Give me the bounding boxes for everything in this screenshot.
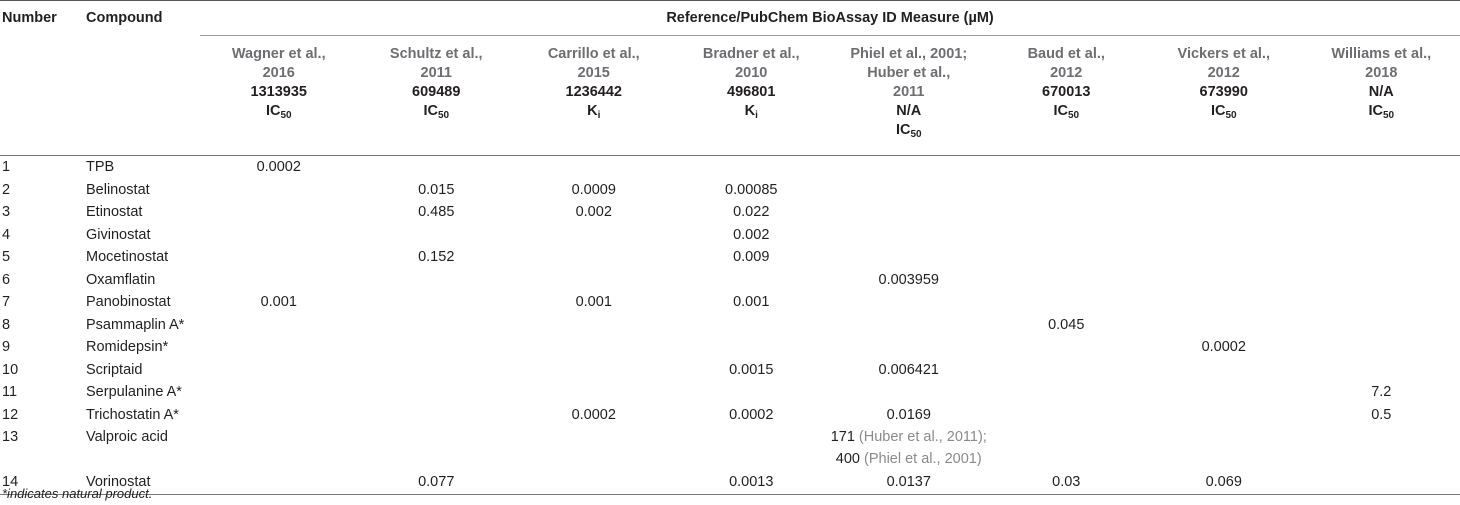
value-cell bbox=[1303, 336, 1460, 359]
value-cell bbox=[830, 246, 988, 269]
reference-header-cell bbox=[830, 36, 988, 156]
value-cell bbox=[1145, 291, 1303, 314]
value-cell bbox=[673, 381, 831, 404]
table-row bbox=[0, 381, 1460, 404]
value-cell bbox=[1145, 426, 1303, 471]
value-cell bbox=[1303, 314, 1460, 337]
measure-type bbox=[201, 102, 357, 121]
measure-subscript: 50 bbox=[437, 110, 450, 121]
reference-citation bbox=[1304, 45, 1460, 83]
bioassay-id: N/A bbox=[896, 103, 922, 119]
measure-type bbox=[831, 121, 987, 140]
bioassay-id: 496801 bbox=[727, 84, 776, 100]
value-cell bbox=[1145, 359, 1303, 382]
value-cell bbox=[358, 404, 516, 427]
value-cell: 0.022 bbox=[733, 204, 770, 221]
value-cell: 0.045 bbox=[1048, 316, 1085, 333]
value-cell bbox=[1145, 381, 1303, 404]
value-cell bbox=[830, 381, 988, 404]
reference-citation bbox=[359, 45, 515, 83]
reference-citation bbox=[201, 45, 357, 83]
value-cell bbox=[673, 156, 831, 179]
value-cell bbox=[200, 471, 358, 494]
measure-symbol: IC bbox=[1368, 103, 1383, 119]
value-cell bbox=[1145, 179, 1303, 202]
citation-link[interactable]: (Phiel et al., 2001) bbox=[864, 451, 982, 467]
bioassay-id: 670013 bbox=[1042, 84, 1091, 100]
row-number: 14 bbox=[0, 471, 70, 494]
reference-line: 2016 bbox=[262, 65, 295, 81]
value-number: 400 bbox=[835, 451, 860, 467]
measure-symbol: K bbox=[587, 103, 598, 119]
reference-line: 2012 bbox=[1207, 65, 1240, 81]
value-cell: 0.001 bbox=[260, 294, 297, 311]
compound-name: Scriptaid bbox=[86, 361, 143, 378]
value-cell bbox=[1303, 201, 1460, 224]
value-cell bbox=[1145, 156, 1303, 179]
reference-citation bbox=[516, 45, 672, 83]
value-cell: 0.0002 bbox=[256, 159, 301, 176]
row-number: 5 bbox=[2, 249, 11, 266]
reference-citation bbox=[674, 45, 830, 83]
row-number: 9 bbox=[2, 339, 11, 356]
value-cell: 0.002 bbox=[575, 204, 612, 221]
measure-subscript: i bbox=[597, 110, 601, 121]
row-number: 8 bbox=[2, 316, 11, 333]
reference-line: 2011 bbox=[420, 65, 452, 81]
value-cell bbox=[358, 426, 516, 471]
compound-name: Etinostat bbox=[86, 204, 143, 221]
table-row bbox=[0, 224, 1460, 247]
value-cell bbox=[988, 156, 1146, 179]
compound-name: Serpulanine A* bbox=[86, 384, 182, 401]
measure-symbol: IC bbox=[1210, 103, 1226, 119]
reference-header-cell bbox=[988, 36, 1146, 156]
value-cell: 0.0015 bbox=[729, 361, 774, 378]
reference-line: Vickers et al., bbox=[1177, 46, 1270, 62]
value-cell bbox=[1145, 224, 1303, 247]
value-cell bbox=[200, 224, 358, 247]
value-cell bbox=[200, 269, 358, 292]
value-cell: 0.069 bbox=[1145, 471, 1303, 494]
value-cell bbox=[1303, 359, 1460, 382]
table-row bbox=[0, 359, 1460, 382]
reference-citation bbox=[1146, 45, 1302, 83]
reference-line: Carrillo et al., bbox=[547, 46, 640, 62]
reference-citation bbox=[989, 45, 1145, 83]
value-cell bbox=[358, 359, 516, 382]
value-cell bbox=[988, 404, 1146, 427]
number-column-header: Number bbox=[0, 1, 70, 156]
value-cell: 0.5 bbox=[1371, 406, 1392, 423]
row-number: 1 bbox=[2, 159, 11, 176]
value-cell: 0.009 bbox=[733, 249, 770, 266]
value-cell: 0.0009 bbox=[571, 181, 616, 198]
table-row bbox=[0, 246, 1460, 269]
bioassay-id: 1236442 bbox=[565, 84, 622, 100]
value-cell bbox=[358, 381, 516, 404]
value-cell bbox=[988, 201, 1146, 224]
row-number: 3 bbox=[2, 204, 11, 221]
table-row bbox=[0, 471, 1460, 494]
table-row bbox=[0, 269, 1460, 292]
value-cell: 0.00085 bbox=[725, 181, 778, 198]
measure-subscript: 50 bbox=[1382, 110, 1395, 121]
value-cell bbox=[988, 246, 1146, 269]
value-cell bbox=[515, 246, 673, 269]
value-cell bbox=[200, 426, 358, 471]
value-cell bbox=[830, 291, 988, 314]
row-number: 7 bbox=[2, 294, 11, 311]
compound-name: Romidepsin* bbox=[86, 339, 169, 356]
value-cell bbox=[830, 201, 988, 224]
measure-symbol: IC bbox=[265, 103, 281, 119]
value-cell bbox=[830, 314, 988, 337]
table-row bbox=[0, 314, 1460, 337]
value-cell bbox=[358, 336, 516, 359]
value-cell bbox=[1145, 404, 1303, 427]
measure-subscript: 50 bbox=[1225, 110, 1237, 121]
value-number: 171 bbox=[830, 429, 855, 445]
reference-line: Baud et al., bbox=[1027, 46, 1105, 62]
table-row bbox=[0, 426, 1460, 471]
value-cell bbox=[1303, 426, 1460, 471]
measure-type bbox=[1304, 102, 1460, 121]
reference-line: Williams et al., bbox=[1331, 46, 1432, 62]
table-body bbox=[0, 156, 1460, 495]
compound-name: Valproic acid bbox=[86, 429, 168, 445]
value-line bbox=[830, 448, 988, 470]
value-cell bbox=[988, 291, 1146, 314]
value-cell bbox=[673, 269, 831, 292]
reference-line: Schultz et al., bbox=[389, 46, 483, 62]
compound-name: Trichostatin A* bbox=[86, 406, 179, 423]
value-cell bbox=[358, 314, 516, 337]
reference-line: 2012 bbox=[1050, 65, 1083, 81]
value-cell: 0.001 bbox=[733, 294, 770, 311]
value-cell bbox=[988, 359, 1146, 382]
value-cell bbox=[200, 314, 358, 337]
reference-line: 2015 bbox=[577, 65, 610, 81]
value-cell bbox=[515, 426, 673, 471]
row-number: 10 bbox=[2, 361, 19, 378]
value-cell bbox=[515, 471, 673, 494]
value-cell bbox=[200, 381, 358, 404]
reference-header-cell bbox=[200, 36, 358, 156]
value-cell bbox=[1145, 201, 1303, 224]
row-number: 13 bbox=[2, 429, 19, 445]
value-cell bbox=[1145, 246, 1303, 269]
reference-line: 2010 bbox=[735, 65, 768, 81]
value-cell bbox=[988, 179, 1146, 202]
reference-line: 2011 bbox=[893, 84, 925, 100]
reference-span-header: Reference/PubChem BioAssay ID Measure (µM) bbox=[200, 1, 1460, 36]
value-cell: 0.0002 bbox=[571, 406, 616, 423]
value-cell bbox=[200, 404, 358, 427]
value-cell bbox=[515, 156, 673, 179]
value-cell bbox=[200, 246, 358, 269]
bioassay-id: 673990 bbox=[1199, 84, 1248, 100]
value-cell bbox=[358, 269, 516, 292]
measure-symbol: IC bbox=[423, 103, 438, 119]
bioassay-id: N/A bbox=[1368, 84, 1394, 100]
compound-name: Panobinostat bbox=[86, 294, 171, 311]
value-cell bbox=[200, 359, 358, 382]
value-cell bbox=[1303, 156, 1460, 179]
header-row bbox=[0, 1, 1460, 36]
value-cell bbox=[1303, 269, 1460, 292]
citation-link[interactable]: (Huber et al., 2011); bbox=[858, 429, 987, 445]
row-number: 4 bbox=[2, 226, 11, 243]
value-cell bbox=[830, 336, 988, 359]
reference-line: Phiel et al., 2001; Huber et al., bbox=[850, 46, 968, 81]
measure-subscript: i bbox=[755, 110, 758, 121]
compound-name: TPB bbox=[86, 159, 115, 176]
compound-name: Belinostat bbox=[86, 181, 150, 198]
bioassay-id: 1313935 bbox=[250, 84, 307, 100]
value-cell: 0.001 bbox=[575, 294, 612, 311]
reference-line: Wagner et al., bbox=[231, 46, 326, 62]
value-cell bbox=[200, 201, 358, 224]
measure-subscript: 50 bbox=[280, 110, 292, 121]
value-cell: 0.0002 bbox=[1201, 339, 1246, 356]
value-cell bbox=[988, 381, 1146, 404]
value-cell bbox=[200, 179, 358, 202]
table-row bbox=[0, 291, 1460, 314]
measure-subscript: 50 bbox=[910, 129, 922, 140]
value-cell: 0.077 bbox=[358, 471, 516, 494]
value-cell bbox=[1303, 179, 1460, 202]
value-cell bbox=[1303, 291, 1460, 314]
value-cell bbox=[358, 156, 516, 179]
row-number: 11 bbox=[2, 384, 18, 401]
value-cell bbox=[673, 426, 831, 471]
value-cell bbox=[988, 269, 1146, 292]
row-number: 6 bbox=[2, 271, 11, 288]
value-cell bbox=[673, 314, 831, 337]
compound-name: Psammaplin A* bbox=[86, 316, 185, 333]
value-cell: 0.015 bbox=[418, 181, 455, 198]
value-cell bbox=[200, 336, 358, 359]
measure-type bbox=[989, 102, 1145, 121]
measure-symbol: K bbox=[744, 103, 756, 119]
table-row bbox=[0, 179, 1460, 202]
value-cell bbox=[1145, 314, 1303, 337]
value-cell bbox=[515, 269, 673, 292]
value-cell bbox=[515, 336, 673, 359]
reference-header-cell bbox=[1303, 36, 1460, 156]
value-line bbox=[830, 426, 988, 448]
value-cell: 0.485 bbox=[418, 204, 455, 221]
table-row bbox=[0, 336, 1460, 359]
compound-name: Vorinostat bbox=[70, 471, 200, 494]
reference-header-cell bbox=[673, 36, 831, 156]
value-cell: 7.2 bbox=[1371, 384, 1392, 401]
measure-type bbox=[359, 102, 515, 121]
table-row bbox=[0, 404, 1460, 427]
value-cell bbox=[1303, 471, 1460, 494]
measure-type bbox=[1146, 102, 1302, 121]
table-row bbox=[0, 156, 1460, 179]
value-cell bbox=[830, 156, 988, 179]
value-cell: 0.0002 bbox=[729, 406, 774, 423]
value-cell bbox=[515, 381, 673, 404]
value-cell bbox=[1303, 224, 1460, 247]
footnote: *indicates natural product. bbox=[2, 486, 153, 501]
value-cell: 0.0013 bbox=[673, 471, 831, 494]
measure-symbol: IC bbox=[1053, 103, 1068, 119]
compound-name: Oxamflatin bbox=[86, 271, 156, 288]
row-number: 2 bbox=[2, 181, 11, 198]
value-cell bbox=[830, 224, 988, 247]
reference-header-cell bbox=[515, 36, 673, 156]
value-cell: 0.003959 bbox=[878, 271, 939, 288]
value-cell: 0.152 bbox=[418, 249, 455, 266]
reference-header-cell bbox=[358, 36, 516, 156]
value-cell bbox=[515, 359, 673, 382]
reference-citation bbox=[831, 45, 987, 102]
measure-type bbox=[674, 102, 830, 121]
bioassay-id: 609489 bbox=[412, 84, 461, 100]
value-cell: 0.03 bbox=[988, 471, 1146, 494]
reference-header-cell bbox=[1145, 36, 1303, 156]
value-cell bbox=[830, 426, 988, 471]
value-cell bbox=[988, 426, 1146, 471]
value-cell bbox=[673, 336, 831, 359]
reference-line: 2018 bbox=[1365, 65, 1398, 81]
value-cell bbox=[1303, 246, 1460, 269]
value-cell bbox=[830, 179, 988, 202]
value-cell bbox=[358, 224, 516, 247]
reference-line: Bradner et al., bbox=[702, 46, 800, 62]
table-row bbox=[0, 201, 1460, 224]
measure-subscript: 50 bbox=[1067, 110, 1080, 121]
measure-type bbox=[516, 102, 672, 121]
compound-name: Givinostat bbox=[86, 226, 151, 243]
measure-symbol: IC bbox=[895, 122, 911, 138]
value-cell bbox=[988, 336, 1146, 359]
reference-subheader-row bbox=[0, 36, 1460, 156]
compound-column-header: Compound bbox=[70, 1, 200, 156]
value-cell: 0.0137 bbox=[830, 471, 988, 494]
value-cell bbox=[358, 291, 516, 314]
value-cell: 0.0169 bbox=[886, 406, 931, 423]
value-cell: 0.002 bbox=[733, 226, 770, 243]
compound-name: Mocetinostat bbox=[86, 249, 169, 266]
row-number: 12 bbox=[2, 406, 19, 423]
value-cell bbox=[988, 224, 1146, 247]
value-cell bbox=[515, 224, 673, 247]
value-cell: 0.006421 bbox=[878, 361, 939, 378]
value-cell bbox=[1145, 269, 1303, 292]
value-cell bbox=[515, 314, 673, 337]
